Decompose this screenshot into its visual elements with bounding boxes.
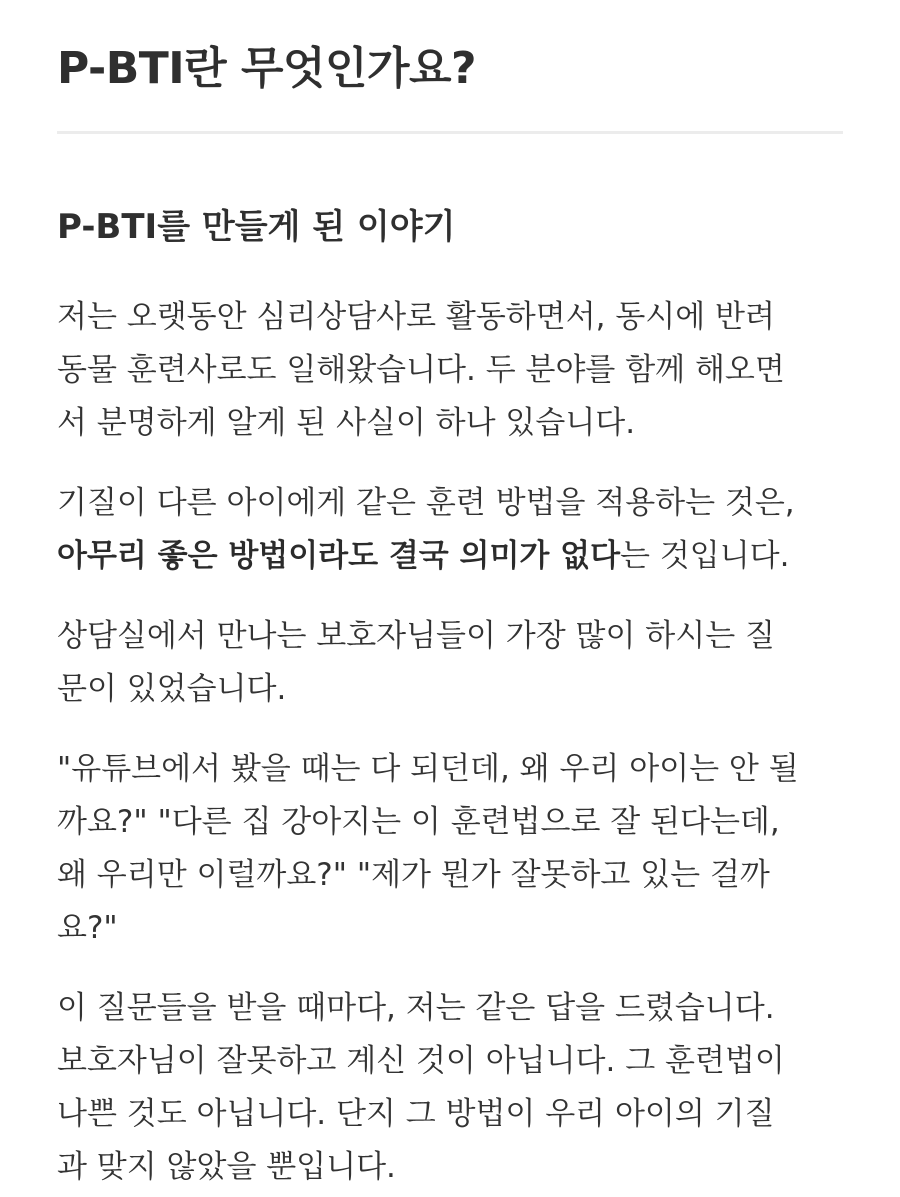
paragraph-4 [57, 743, 843, 955]
paragraph-line: 보호자님이 잘못하고 계신 것이 아닙니다. 그 훈련법이 [57, 1043, 785, 1079]
paragraph-2 [57, 477, 843, 583]
title-divider [57, 131, 843, 134]
paragraph-1 [57, 291, 843, 450]
paragraph-line: 서 분명하게 알게 된 사실이 하나 있습니다. [57, 405, 636, 441]
paragraph-3 [57, 610, 843, 716]
section-title: P-BTI를 만들게 된 이야기 [57, 207, 456, 247]
paragraph-line: 동물 훈련사로도 일해왔습니다. 두 분야를 함께 해오면 [57, 352, 785, 388]
page-title: P-BTI란 무엇인가요? [57, 43, 477, 94]
paragraph-text: 는 것입니다. [620, 538, 790, 574]
paragraph-line [57, 530, 843, 583]
paragraph-line: 요?" [57, 910, 118, 946]
paragraph-line: 저는 오랫동안 심리상담사로 활동하면서, 동시에 반려 [57, 299, 775, 335]
paragraph-line: 기질이 다른 아이에게 같은 훈련 방법을 적용하는 것은, [57, 485, 795, 521]
paragraph-line: "유튜브에서 봤을 때는 다 되던데, 왜 우리 아이는 안 될 [57, 751, 799, 787]
paragraph-5 [57, 982, 843, 1194]
paragraph-line: 까요?" "다른 집 강아지는 이 훈련법으로 잘 된다는데, [57, 804, 780, 840]
paragraph-line: 문이 있었습니다. [57, 671, 287, 707]
paragraph-line: 나쁜 것도 아닙니다. 단지 그 방법이 우리 아이의 기질 [57, 1096, 775, 1132]
paragraph-line: 과 맞지 않았을 뿐입니다. [57, 1149, 396, 1185]
paragraph-line: 왜 우리만 이럴까요?" "제가 뭔가 잘못하고 있는 걸까 [57, 857, 770, 893]
emphasis-text: 아무리 좋은 방법이라도 결국 의미가 없다 [57, 538, 621, 574]
paragraph-line: 상담실에서 만나는 보호자님들이 가장 많이 하시는 질 [57, 618, 775, 654]
paragraph-line: 이 질문들을 받을 때마다, 저는 같은 답을 드렸습니다. [57, 990, 775, 1026]
